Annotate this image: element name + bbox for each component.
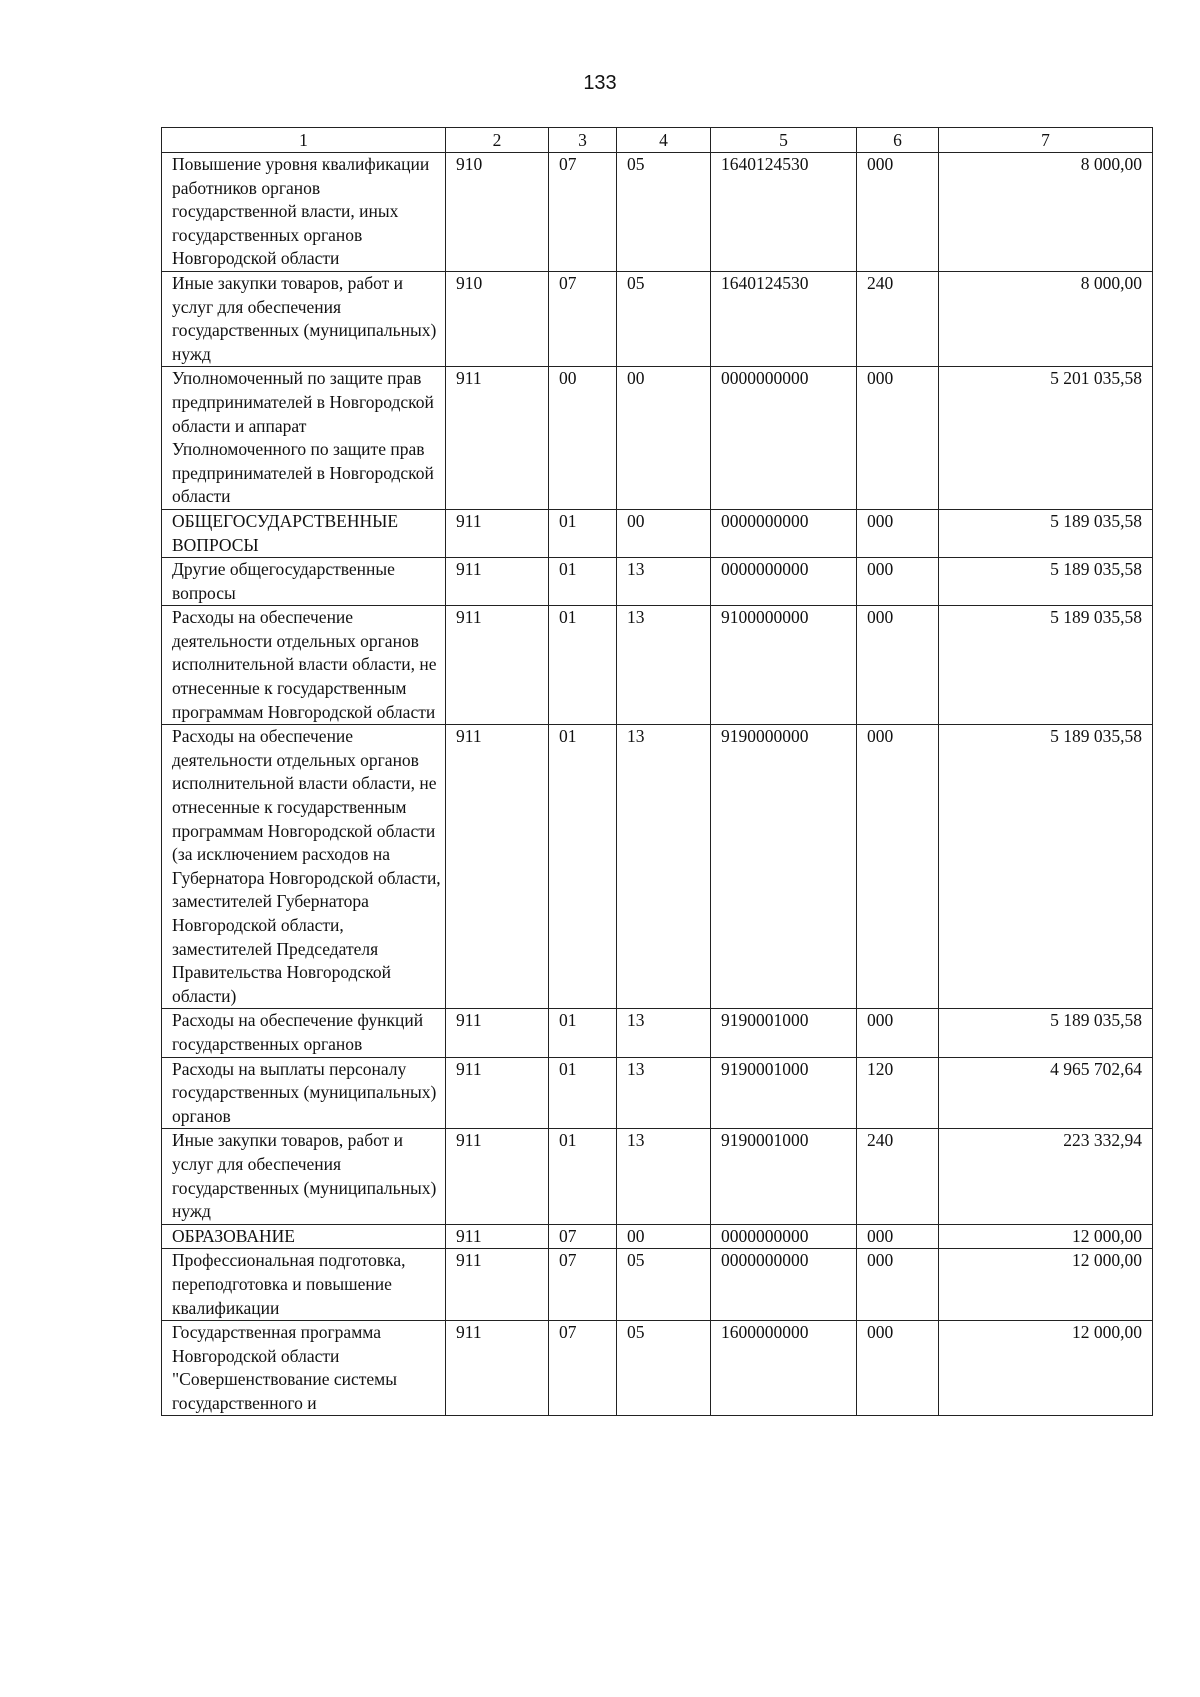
cell-section: 01 <box>549 725 617 1009</box>
cell-target-article: 9190000000 <box>711 725 857 1009</box>
column-header: 4 <box>617 128 711 153</box>
cell-name: Расходы на обеспечение деятельности отдельных органов исполнительной власти области, не отнесенные к государственным программам Новгородской области <box>162 606 446 725</box>
table-row <box>162 509 1153 557</box>
cell-target-article: 9100000000 <box>711 606 857 725</box>
table-row <box>162 271 1153 366</box>
cell-subsection: 13 <box>617 1057 711 1129</box>
cell-target-article: 0000000000 <box>711 558 857 606</box>
cell-subsection: 00 <box>617 367 711 510</box>
cell-target-article: 0000000000 <box>711 1249 857 1321</box>
cell-target-article: 1600000000 <box>711 1321 857 1416</box>
cell-expense-type: 240 <box>857 271 939 366</box>
cell-section: 00 <box>549 367 617 510</box>
cell-target-article: 9190001000 <box>711 1009 857 1057</box>
cell-expense-type: 000 <box>857 1009 939 1057</box>
cell-name: Другие общегосударственные вопросы <box>162 558 446 606</box>
cell-ministry-code: 911 <box>446 1321 549 1416</box>
page-number: 133 <box>583 72 617 94</box>
cell-ministry-code: 911 <box>446 509 549 557</box>
cell-amount: 5 189 035,58 <box>939 725 1153 1009</box>
column-header: 7 <box>939 128 1153 153</box>
column-header: 3 <box>549 128 617 153</box>
cell-subsection: 13 <box>617 725 711 1009</box>
cell-target-article: 9190001000 <box>711 1129 857 1224</box>
budget-table <box>161 127 1153 1416</box>
table-row <box>162 1009 1153 1057</box>
cell-amount: 12 000,00 <box>939 1321 1153 1416</box>
table-row <box>162 558 1153 606</box>
cell-subsection: 13 <box>617 1129 711 1224</box>
cell-name: Профессиональная подготовка, переподготовка и повышение квалификации <box>162 1249 446 1321</box>
cell-amount: 8 000,00 <box>939 153 1153 272</box>
cell-amount: 4 965 702,64 <box>939 1057 1153 1129</box>
cell-name: Государственная программа Новгородской области "Совершенствование системы государственного и <box>162 1321 446 1416</box>
cell-name: Расходы на обеспечение деятельности отдельных органов исполнительной власти области, не отнесенные к государственным программам Новгородской области (за исключением расходов на Губернатора Новгородской области, заместителей Губернатора Новгородской области, заместителей Председателя Правительства Новгородской области) <box>162 725 446 1009</box>
cell-section: 01 <box>549 509 617 557</box>
table-row <box>162 1224 1153 1249</box>
cell-subsection: 13 <box>617 558 711 606</box>
table-row <box>162 367 1153 510</box>
cell-name: Иные закупки товаров, работ и услуг для обеспечения государственных (муниципальных) нужд <box>162 1129 446 1224</box>
column-header: 1 <box>162 128 446 153</box>
cell-target-article: 9190001000 <box>711 1057 857 1129</box>
cell-section: 07 <box>549 1224 617 1249</box>
cell-ministry-code: 911 <box>446 1224 549 1249</box>
cell-section: 01 <box>549 1129 617 1224</box>
cell-ministry-code: 911 <box>446 725 549 1009</box>
cell-expense-type: 000 <box>857 509 939 557</box>
cell-target-article: 1640124530 <box>711 271 857 366</box>
cell-ministry-code: 911 <box>446 1249 549 1321</box>
cell-subsection: 00 <box>617 1224 711 1249</box>
cell-expense-type: 000 <box>857 153 939 272</box>
cell-ministry-code: 910 <box>446 153 549 272</box>
cell-ministry-code: 911 <box>446 1057 549 1129</box>
cell-expense-type: 120 <box>857 1057 939 1129</box>
table-body <box>162 153 1153 1416</box>
cell-section: 01 <box>549 606 617 725</box>
cell-subsection: 05 <box>617 153 711 272</box>
cell-expense-type: 000 <box>857 1249 939 1321</box>
cell-amount: 8 000,00 <box>939 271 1153 366</box>
cell-section: 01 <box>549 1057 617 1129</box>
cell-section: 07 <box>549 271 617 366</box>
cell-name: ОБРАЗОВАНИЕ <box>162 1224 446 1249</box>
cell-ministry-code: 911 <box>446 367 549 510</box>
cell-section: 07 <box>549 153 617 272</box>
cell-target-article: 0000000000 <box>711 509 857 557</box>
table-row <box>162 153 1153 272</box>
column-header: 5 <box>711 128 857 153</box>
cell-ministry-code: 911 <box>446 1009 549 1057</box>
cell-expense-type: 000 <box>857 367 939 510</box>
table-row <box>162 1321 1153 1416</box>
cell-expense-type: 000 <box>857 1224 939 1249</box>
cell-amount: 223 332,94 <box>939 1129 1153 1224</box>
cell-section: 01 <box>549 558 617 606</box>
table-row <box>162 1129 1153 1224</box>
cell-ministry-code: 910 <box>446 271 549 366</box>
cell-section: 07 <box>549 1249 617 1321</box>
cell-target-article: 0000000000 <box>711 367 857 510</box>
table-row <box>162 606 1153 725</box>
cell-name: Повышение уровня квалификации работников органов государственной власти, иных государственных органов Новгородской области <box>162 153 446 272</box>
cell-amount: 5 189 035,58 <box>939 606 1153 725</box>
cell-subsection: 13 <box>617 1009 711 1057</box>
cell-name: Уполномоченный по защите прав предпринимателей в Новгородской области и аппарат Уполномоченного по защите прав предпринимателей в Новгородской области <box>162 367 446 510</box>
cell-subsection: 00 <box>617 509 711 557</box>
table-row <box>162 1057 1153 1129</box>
cell-subsection: 13 <box>617 606 711 725</box>
cell-subsection: 05 <box>617 1249 711 1321</box>
table-row <box>162 1249 1153 1321</box>
cell-amount: 5 201 035,58 <box>939 367 1153 510</box>
cell-name: Расходы на выплаты персоналу государственных (муниципальных) органов <box>162 1057 446 1129</box>
column-header: 2 <box>446 128 549 153</box>
cell-target-article: 1640124530 <box>711 153 857 272</box>
cell-ministry-code: 911 <box>446 558 549 606</box>
cell-subsection: 05 <box>617 271 711 366</box>
cell-section: 07 <box>549 1321 617 1416</box>
cell-amount: 5 189 035,58 <box>939 1009 1153 1057</box>
table-row <box>162 725 1153 1009</box>
cell-expense-type: 000 <box>857 1321 939 1416</box>
header-row <box>162 128 1153 153</box>
cell-expense-type: 000 <box>857 606 939 725</box>
cell-amount: 5 189 035,58 <box>939 558 1153 606</box>
cell-expense-type: 000 <box>857 725 939 1009</box>
cell-section: 01 <box>549 1009 617 1057</box>
cell-subsection: 05 <box>617 1321 711 1416</box>
cell-target-article: 0000000000 <box>711 1224 857 1249</box>
cell-ministry-code: 911 <box>446 606 549 725</box>
cell-name: ОБЩЕГОСУДАРСТВЕННЫЕ ВОПРОСЫ <box>162 509 446 557</box>
cell-amount: 12 000,00 <box>939 1224 1153 1249</box>
table-header <box>162 128 1153 153</box>
column-header: 6 <box>857 128 939 153</box>
cell-expense-type: 240 <box>857 1129 939 1224</box>
cell-ministry-code: 911 <box>446 1129 549 1224</box>
cell-name: Иные закупки товаров, работ и услуг для обеспечения государственных (муниципальных) нужд <box>162 271 446 366</box>
cell-amount: 5 189 035,58 <box>939 509 1153 557</box>
cell-name: Расходы на обеспечение функций государственных органов <box>162 1009 446 1057</box>
cell-amount: 12 000,00 <box>939 1249 1153 1321</box>
cell-expense-type: 000 <box>857 558 939 606</box>
